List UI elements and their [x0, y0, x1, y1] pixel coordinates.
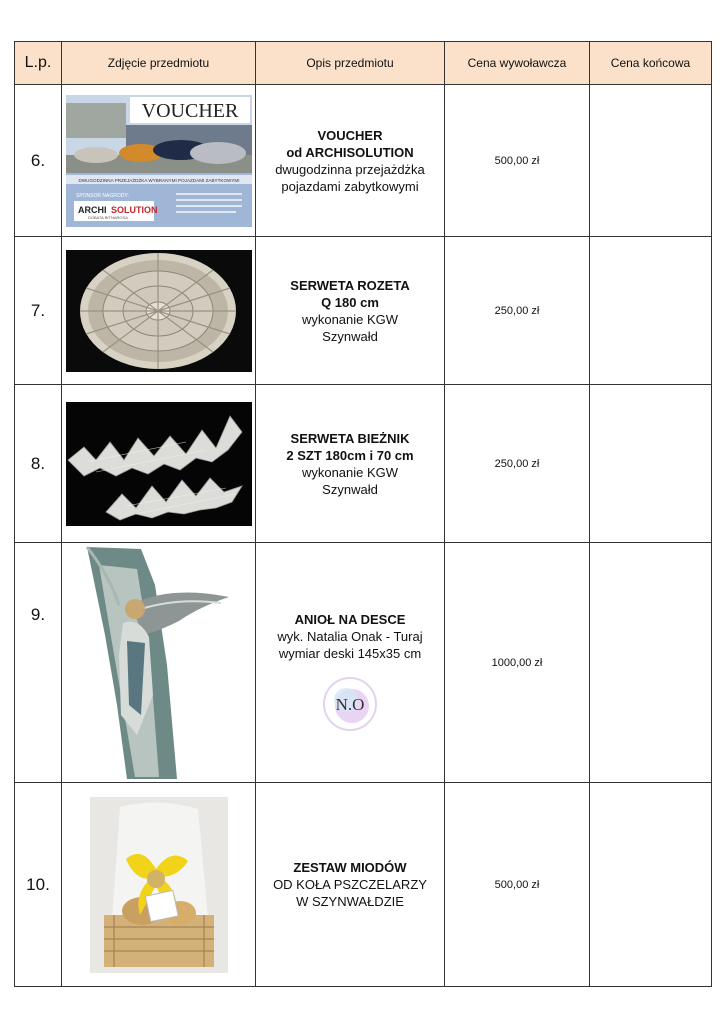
header-photo: Zdjęcie przedmiotu [62, 42, 256, 85]
item-photo-cell [62, 85, 256, 237]
angel-board-image [79, 545, 239, 781]
item-title-line: Q 180 cm [321, 294, 379, 310]
item-description [256, 237, 445, 385]
item-title-line: od ARCHISOLUTION [286, 144, 414, 160]
final-price-cell [590, 85, 712, 237]
final-price-cell [590, 385, 712, 543]
honey-set-image [90, 797, 228, 973]
item-desc-line: Szynwałd [322, 328, 378, 344]
table-runner-image [66, 402, 252, 526]
header-start-price: Cena wywoławcza [445, 42, 590, 85]
item-title-line: VOUCHER [317, 127, 383, 143]
item-description [256, 85, 445, 237]
item-description [256, 543, 445, 783]
item-photo-cell [62, 543, 256, 783]
artist-logo [322, 676, 378, 732]
item-desc-line: wyk. Natalia Onak - Turaj [277, 629, 423, 644]
item-desc-line: pojazdami zabytkowymi [281, 178, 419, 194]
item-title-line: SERWETA BIEŻNIK [290, 430, 410, 446]
item-title-line: 2 SZT 180cm i 70 cm [286, 447, 414, 463]
item-number: 7. [15, 237, 62, 385]
item-number: 6. [15, 85, 62, 237]
item-desc-line: W SZYNWAŁDZIE [296, 894, 404, 909]
start-price: 1000,00 zł [445, 543, 590, 783]
table-row [15, 543, 712, 783]
voucher-brand-b: SOLUTION [110, 204, 157, 215]
header-lp: L.p. [15, 42, 62, 85]
item-desc-line: wykonanie KGW [301, 311, 399, 327]
voucher-sponsor: SPONSOR NAGRODY: [75, 192, 129, 199]
voucher-brand-sub: DOBATA BITNAROSA [87, 214, 128, 220]
voucher-banner: DWUGODZINNA PRZEJAŻDŻKA WYBRANYMI POJAZDAMI ZABYTKOWYMI [77, 177, 240, 183]
item-title-line: SERWETA ROZETA [290, 277, 410, 293]
table-row [15, 385, 712, 543]
item-number: 9. [15, 543, 62, 783]
item-photo-cell [62, 385, 256, 543]
start-price: 500,00 zł [445, 85, 590, 237]
item-photo-cell [62, 237, 256, 385]
item-desc-line: Szynwałd [322, 481, 378, 497]
item-number: 8. [15, 385, 62, 543]
start-price: 500,00 zł [445, 783, 590, 987]
voucher-image [66, 95, 252, 227]
table-row [15, 237, 712, 385]
item-number: 10. [15, 783, 62, 987]
final-price-cell [590, 783, 712, 987]
header-row [15, 42, 712, 85]
final-price-cell [590, 237, 712, 385]
voucher-brand-a: ARCHI [77, 204, 106, 215]
header-final-price: Cena końcowa [590, 42, 712, 85]
start-price: 250,00 zł [445, 237, 590, 385]
artist-logo-letters: N.O [335, 695, 365, 714]
header-description: Opis przedmiotu [256, 42, 445, 85]
item-desc-line: dwugodzinna przejażdżka [275, 161, 425, 177]
start-price: 250,00 zł [445, 385, 590, 543]
table-row [15, 85, 712, 237]
item-desc-line: wymiar deski 145x35 cm [278, 646, 422, 661]
item-photo-cell [62, 783, 256, 987]
voucher-heading: VOUCHER [141, 99, 238, 122]
item-description [256, 783, 445, 987]
item-description [256, 385, 445, 543]
item-desc-line: OD KOŁA PSZCZELARZY [273, 877, 427, 892]
item-title-line: ZESTAW MIODÓW [293, 860, 407, 875]
final-price-cell [590, 543, 712, 783]
table-row [15, 783, 712, 987]
auction-items-table [14, 41, 712, 987]
item-title-line: ANIOŁ NA DESCE [294, 612, 406, 627]
round-doily-image [66, 250, 252, 372]
item-desc-line: wykonanie KGW [301, 464, 399, 480]
